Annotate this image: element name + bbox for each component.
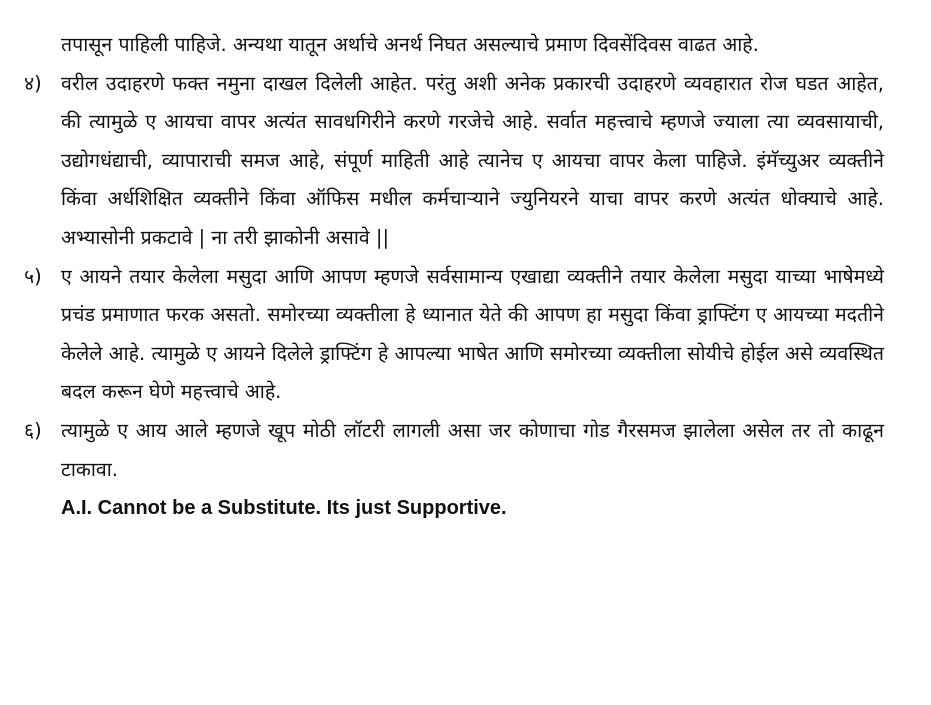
closing-statement: A.I. Cannot be a Substitute. Its just Supportive. xyxy=(61,497,507,520)
list-item-6 xyxy=(24,412,884,489)
item-number: ५) xyxy=(24,264,42,288)
item-text: वरील उदाहरणे फक्त नमुना दाखल दिलेली आहेत. परंतु अशी अनेक प्रकारची उदाहरणे व्यवहारात रोज घडत आहेत, की त्यामुळे ए आयचा वापर अत्यंत सावधगिरीने करणे गरजेचे आहे. सर्वात महत्त्वाचे म्हणजे ज्याला त्या व्यवसायाची, उद्योगधंद्याची, व्यापाराची समज आहे, संपूर्ण माहिती आहे त्यानेच ए आयचा वापर केला पाहिजे. इंमॅच्युअर व्यक्तीने किंवा अर्धशिक्षित व्यक्तीने किंवा ऑफिस मधील कर्मचाऱ्याने ज्युनियरने याचा वापर करणे अत्यंत धोक्याचे आहे. अभ्यासोनी प्रकटावे | ना तरी झाकोनी असावे || xyxy=(61,71,884,249)
list-item-4 xyxy=(24,65,884,258)
list-item-5 xyxy=(24,258,884,412)
item-number: ४) xyxy=(24,71,42,95)
item-number: ६) xyxy=(24,418,42,442)
item-text: त्यामुळे ए आय आले म्हणजे खूप मोठी लॉटरी लागली असा जर कोणाचा गोड गैरसमज झालेला असेल तर तो काढून टाकावा. xyxy=(61,418,884,481)
document-page xyxy=(24,26,884,527)
item-text: ए आयने तयार केलेला मसुदा आणि आपण म्हणजे सर्वसामान्य एखाद्या व्यक्तीने तयार केलेला मसुदा याच्या भाषेमध्ये प्रचंड प्रमाणात फरक असतो. समोरच्या व्यक्तीला हे ध्यानात येते की आपण हा मसुदा किंवा ड्राफ्टिंग ए आयच्या मदतीने केलेले आहे. त्यामुळे ए आयने दिलेले ड्राफ्टिंग हे आपल्या भाषेत आणि समोरच्या व्यक्तीला सोयीचे होईल असे व्यवस्थित बदल करून घेणे महत्त्वाचे आहे. xyxy=(61,264,884,404)
intro-paragraph: तपासून पाहिली पाहिजे. अन्यथा यातून अर्थाचे अनर्थ निघत असल्याचे प्रमाण दिवसेंदिवस वाढत आहे. xyxy=(61,33,759,56)
